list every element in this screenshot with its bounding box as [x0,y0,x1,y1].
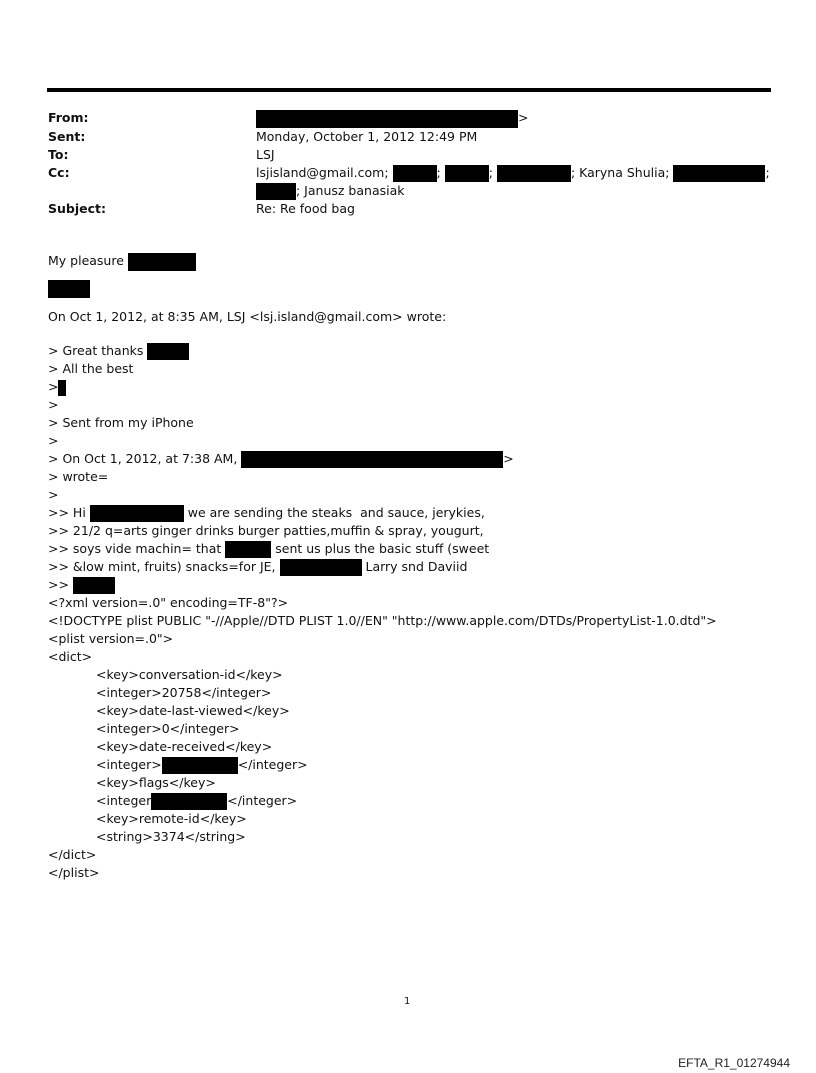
cc-email: lsjisland@gmail.com; [256,164,389,180]
redaction [393,165,437,182]
redaction [256,183,296,200]
subject-row [48,200,776,218]
email-header [48,109,776,218]
sent-label: Sent: [48,128,86,144]
body-line: >> soys vide machin= that sent us plus the basic stuff (sweet [48,541,490,556]
cc-janusz: ; Janusz banasiak [296,182,405,198]
redaction [256,110,518,128]
redaction [445,165,489,182]
redaction [241,451,503,468]
xml-line: <key>remote-id</key> [96,811,247,826]
xml-line: <!DOCTYPE plist PUBLIC "-//Apple//DTD PLIST 1.0//EN" "http://www.apple.com/DTDs/PropertyList-1.0.dtd"> [48,613,717,628]
xml-line: <key>flags</key> [96,775,216,790]
redaction [673,165,765,182]
from-row [48,109,776,128]
redaction [73,577,115,594]
xml-line: <?xml version=.0" encoding=TF-8"?> [48,595,289,610]
xml-line: <string>3374</string> [96,829,246,844]
redaction [58,380,66,396]
cc-separator: ; [436,164,441,180]
xml-line: <integer> </integer> [96,757,308,772]
body-line: >> 21/2 q=arts ginger drinks burger patties,muffin & spray, yougurt, [48,523,484,538]
page-number: 1 [404,996,411,1007]
body-line: My pleasure [48,252,788,270]
from-label: From: [48,110,89,125]
to-label: To: [48,146,69,162]
to-value: LSJ [256,146,275,162]
subject-value: Re: Re food bag [256,200,355,216]
xml-line: <integer>0</integer> [96,721,240,736]
redaction [280,559,362,576]
cc-karyna: ; Karyna Shulia; [570,164,670,180]
body-line: > Great thanks [48,342,788,360]
redaction [147,343,189,360]
redaction [48,280,90,298]
redaction [225,541,271,558]
cc-separator: ; [488,164,493,180]
body-line: > [48,487,59,502]
body-line: > wrote= [48,469,109,484]
body-line: > [48,433,59,448]
xml-line: <integer>20758</integer> [96,685,272,700]
body-line: > [48,397,59,412]
email-body [48,252,788,882]
body-line: >> [48,576,788,594]
body-line [48,270,788,306]
xml-line: <dict> [48,649,93,664]
sent-row [48,128,776,146]
sent-value: Monday, October 1, 2012 12:49 PM [256,128,478,144]
redaction [497,165,571,182]
body-line: > On Oct 1, 2012, at 7:38 AM, > [48,451,514,466]
cc-label: Cc: [48,164,70,180]
redaction [162,757,238,774]
xml-line: <key>date-received</key> [96,739,273,754]
body-line: >> Hi we are sending the steaks and sauce, jerykies, [48,505,485,520]
redaction [90,505,184,522]
from-value: > [518,110,529,125]
cc-row [48,164,776,200]
cc-separator: ; [765,164,770,180]
xml-line: </plist> [48,865,100,880]
body-line: On Oct 1, 2012, at 8:35 AM, LSJ <lsj.island@gmail.com> wrote: [48,309,447,324]
xml-line: <integer </integer> [96,793,298,808]
xml-line: <plist version=.0"> [48,631,174,646]
subject-label: Subject: [48,200,106,216]
body-line: >> &low mint, fruits) snacks=for JE, Larry snd Daviid [48,559,468,574]
to-row [48,146,776,164]
xml-line: <key>conversation-id</key> [96,667,283,682]
redaction [151,793,227,810]
document-id: EFTA_R1_01274944 [678,1056,790,1070]
body-line: > All the best [48,361,134,376]
body-line: > Sent from my iPhone [48,415,194,430]
xml-line: </dict> [48,847,97,862]
redaction [128,253,196,271]
body-line: > [48,378,788,396]
top-rule [47,88,771,92]
xml-line: <key>date-last-viewed</key> [96,703,290,718]
